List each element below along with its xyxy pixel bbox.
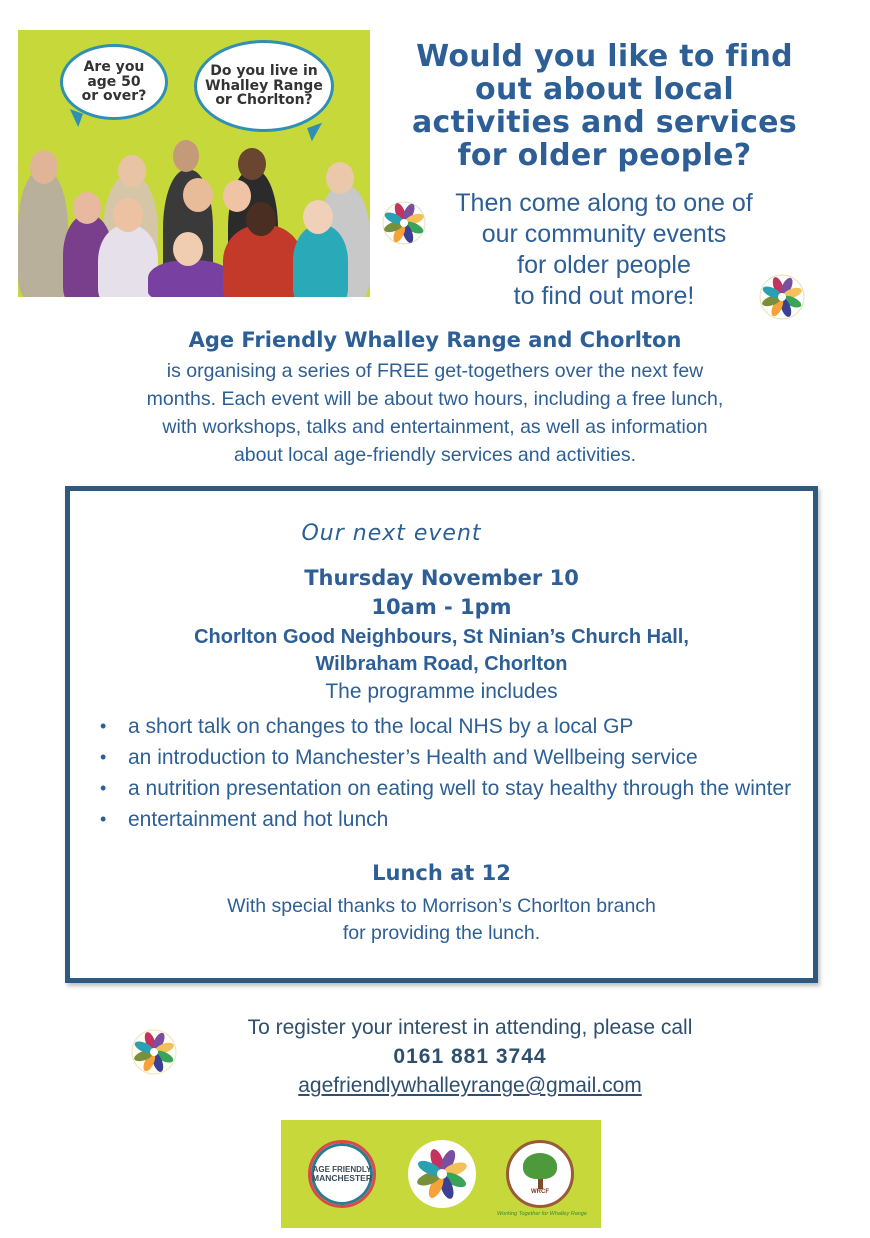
- wrcf-tagline: Working Together for Whalley Range: [497, 1211, 587, 1217]
- event-time: 10am - 1pm: [371, 595, 512, 619]
- speech-bubble-location: Do you live in Whalley Range or Chorlton?: [194, 40, 334, 132]
- intro-paragraph: is organising a series of FREE get-togethers over the next few months. Each event will be about two hours, including a free lunch, with workshops, talks and entertainment, as well as information about local age-friendly services and activities.: [146, 360, 724, 466]
- flower-icon: [758, 273, 806, 321]
- flower-icon: [130, 1028, 178, 1076]
- programme-title: The programme includes: [325, 680, 558, 703]
- flower-logo: [408, 1140, 476, 1208]
- register-text: To register your interest in attending, please call: [247, 1016, 693, 1039]
- speech-bubble-age: Are you age 50 or over?: [60, 44, 168, 120]
- group-of-people: [18, 130, 370, 297]
- speech-bubble-tail: [65, 109, 83, 127]
- subheadline: Then come along to one of our community events for older people to find out more!: [455, 189, 753, 310]
- list-item: • an introduction to Manchester’s Health and Wellbeing service: [128, 742, 798, 773]
- phone-number[interactable]: 0161 881 3744: [393, 1045, 547, 1068]
- sponsor-thanks: With special thanks to Morrison’s Chorlton branch for providing the lunch.: [227, 895, 656, 944]
- contact-section: [190, 1013, 750, 1100]
- event-date: Thursday November 10: [304, 566, 579, 590]
- group-photo: [18, 30, 370, 297]
- event-datetime: [70, 564, 813, 622]
- programme-list: [128, 711, 798, 835]
- partner-logos: [281, 1120, 601, 1228]
- flower-icon: [411, 1143, 473, 1205]
- flower-icon: [381, 200, 427, 246]
- list-item: • a nutrition presentation on eating well to stay healthy through the winter: [128, 773, 798, 804]
- headline: Would you like to find out about local activities and services for older people?: [411, 39, 797, 173]
- event-label: Our next event: [301, 521, 482, 546]
- event-venue: Chorlton Good Neighbours, St Ninian’s Church Hall, Wilbraham Road, Chorlton: [194, 626, 689, 675]
- event-details-box: [65, 486, 818, 983]
- age-friendly-manchester-logo: AGE FRIENDLY MANCHESTER: [308, 1140, 376, 1208]
- wrcf-logo: WRCF: [506, 1140, 574, 1208]
- email-link[interactable]: agefriendlywhalleyrange@gmail.com: [298, 1074, 642, 1097]
- lunch-time: Lunch at 12: [372, 861, 511, 885]
- list-item: • a short talk on changes to the local NHS by a local GP: [128, 711, 798, 742]
- tree-icon: [523, 1153, 557, 1179]
- list-item: • entertainment and hot lunch: [128, 804, 798, 835]
- organisation-name: Age Friendly Whalley Range and Chorlton: [188, 328, 682, 352]
